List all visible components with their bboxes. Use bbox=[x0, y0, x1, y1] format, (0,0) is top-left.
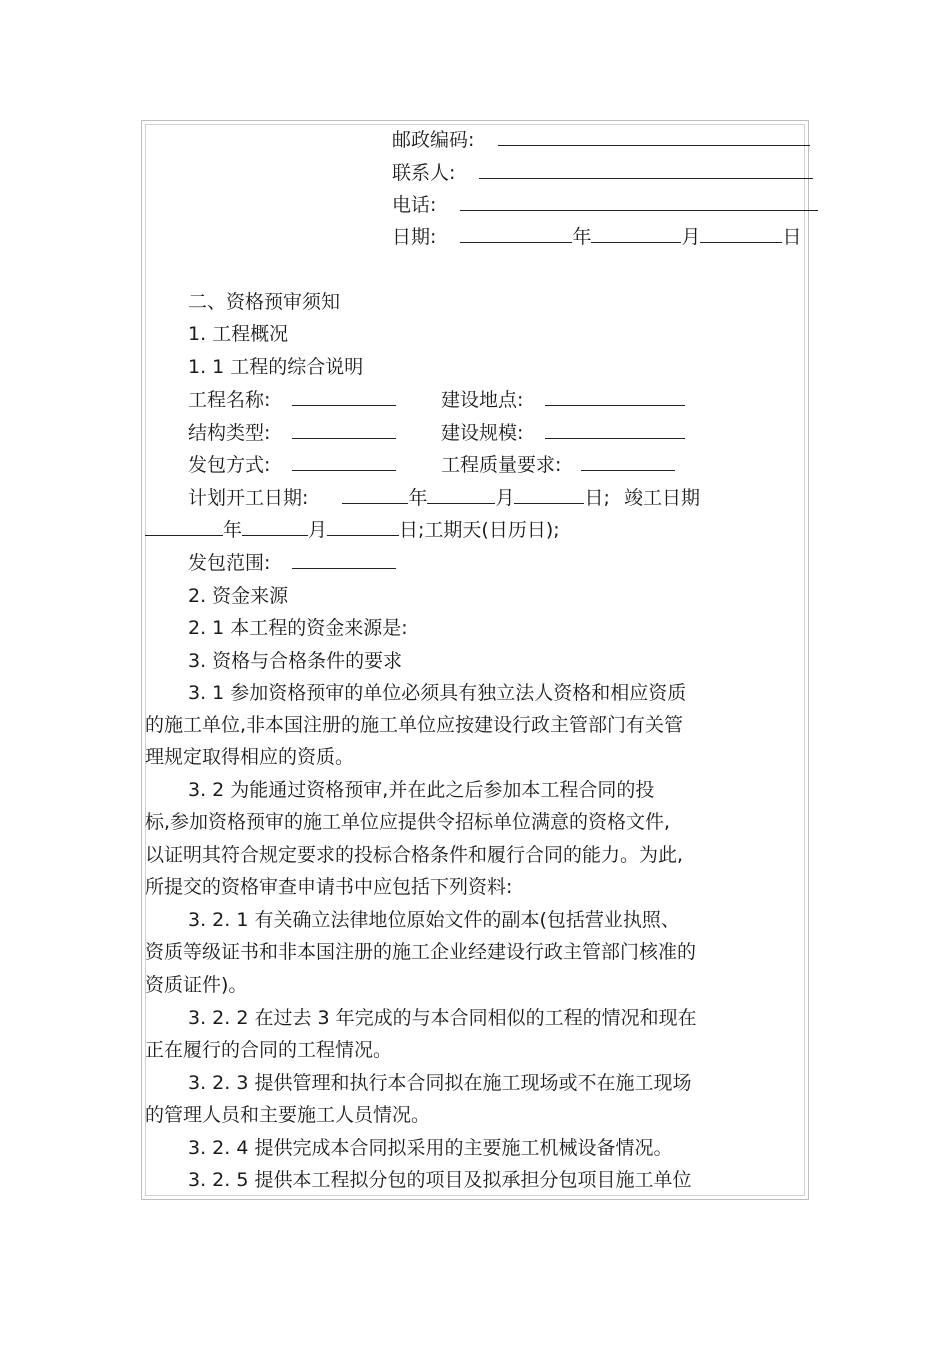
contract-method-row bbox=[188, 452, 396, 478]
scope-blank[interactable] bbox=[292, 550, 396, 569]
section-title: 二、资格预审须知 bbox=[188, 291, 341, 313]
structure-type-blank[interactable] bbox=[292, 420, 396, 439]
build-location-row bbox=[441, 387, 685, 413]
contract-method-label: 发包方式: bbox=[188, 454, 271, 476]
heading-1-1: 1. 1 工程的综合说明 bbox=[188, 356, 364, 378]
para-3-2-4-line-1: 3. 2. 4 提供完成本合同拟采用的主要施工机械设备情况。 bbox=[188, 1137, 673, 1159]
para-3-1-line-3: 理规定取得相应的资质。 bbox=[145, 746, 355, 768]
phone-blank[interactable] bbox=[460, 192, 818, 211]
contact-person-label: 联系人: bbox=[392, 162, 456, 184]
para-3-2-3-line-2: 的管理人员和主要施工人员情况。 bbox=[145, 1104, 431, 1126]
para-3-2-1-line-2: 资质等级证书和非本国注册的施工企业经建设行政主管部门核准的 bbox=[145, 941, 697, 963]
contract-method-blank[interactable] bbox=[292, 452, 396, 471]
date-day-blank[interactable] bbox=[700, 224, 782, 243]
quality-req-blank[interactable] bbox=[581, 452, 675, 471]
completion-month-unit: 月 bbox=[308, 519, 328, 541]
heading-2: 2. 资金来源 bbox=[188, 585, 289, 607]
para-3-2-2-line-1: 3. 2. 2 在过去 3 年完成的与本合同相似的工程的情况和现在 bbox=[188, 1007, 697, 1029]
build-location-label: 建设地点: bbox=[441, 389, 524, 411]
completion-year-blank[interactable] bbox=[145, 517, 223, 536]
contact-person-blank[interactable] bbox=[479, 160, 813, 179]
para-3-2-line-1: 3. 2 为能通过资格预审,并在此之后参加本工程合同的投 bbox=[188, 779, 655, 801]
completion-month-blank[interactable] bbox=[242, 517, 308, 536]
project-name-row bbox=[188, 387, 396, 413]
date-month-unit: 月 bbox=[681, 226, 701, 248]
completion-day-blank[interactable] bbox=[327, 517, 399, 536]
start-date-label: 计划开工日期: bbox=[188, 487, 309, 509]
para-3-2-1-line-3: 资质证件)。 bbox=[145, 974, 248, 996]
start-month-blank[interactable] bbox=[427, 485, 495, 504]
build-location-blank[interactable] bbox=[545, 387, 685, 406]
completion-date-row bbox=[145, 517, 560, 543]
para-3-1-line-1: 3. 1 参加资格预审的单位必须具有独立法人资格和相应资质 bbox=[188, 682, 687, 704]
heading-2-1: 2. 1 本工程的资金来源是: bbox=[188, 617, 408, 639]
build-scale-label: 建设规模: bbox=[441, 422, 524, 444]
date-month-blank[interactable] bbox=[591, 224, 681, 243]
project-name-label: 工程名称: bbox=[188, 389, 271, 411]
start-month-unit: 月 bbox=[495, 487, 515, 509]
contact-person-row bbox=[392, 160, 813, 186]
heading-1: 1. 工程概况 bbox=[188, 323, 289, 345]
scope-row bbox=[188, 550, 396, 576]
start-day-blank[interactable] bbox=[514, 485, 584, 504]
build-scale-blank[interactable] bbox=[545, 420, 685, 439]
duration-text: 日;工期天(日历日); bbox=[399, 519, 560, 541]
structure-type-row bbox=[188, 420, 396, 446]
postal-code-blank[interactable] bbox=[498, 127, 810, 146]
date-day-unit: 日 bbox=[782, 226, 802, 248]
project-name-blank[interactable] bbox=[292, 387, 396, 406]
postal-code-label: 邮政编码: bbox=[392, 129, 475, 151]
para-3-2-3-line-1: 3. 2. 3 提供管理和执行本合同拟在施工现场或不在施工现场 bbox=[188, 1072, 692, 1094]
para-3-2-line-3: 以证明其符合规定要求的投标合格条件和履行合同的能力。为此, bbox=[145, 844, 684, 866]
completion-year-unit: 年 bbox=[223, 519, 243, 541]
completion-date-label: 竣工日期 bbox=[623, 487, 700, 509]
para-3-2-line-4: 所提交的资格审查申请书中应包括下列资料: bbox=[145, 876, 513, 898]
para-3-2-1-line-1: 3. 2. 1 有关确立法律地位原始文件的副本(包括营业执照、 bbox=[188, 909, 680, 931]
date-label: 日期: bbox=[392, 226, 437, 248]
phone-label: 电话: bbox=[392, 194, 437, 216]
para-3-2-2-line-2: 正在履行的合同的工程情况。 bbox=[145, 1039, 393, 1061]
quality-req-label: 工程质量要求: bbox=[441, 454, 562, 476]
quality-req-row bbox=[441, 452, 675, 478]
build-scale-row bbox=[441, 420, 685, 446]
start-year-blank[interactable] bbox=[342, 485, 408, 504]
para-3-2-5-line-1: 3. 2. 5 提供本工程拟分包的项目及拟承担分包项目施工单位 bbox=[188, 1169, 692, 1191]
para-3-2-line-2: 标,参加资格预审的施工单位应提供令招标单位满意的资格文件, bbox=[145, 811, 671, 833]
heading-3: 3. 资格与合格条件的要求 bbox=[188, 650, 403, 672]
start-date-row bbox=[188, 485, 700, 511]
structure-type-label: 结构类型: bbox=[188, 422, 271, 444]
date-year-blank[interactable] bbox=[460, 224, 572, 243]
date-year-unit: 年 bbox=[572, 226, 592, 248]
para-3-1-line-2: 的施工单位,非本国注册的施工单位应按建设行政主管部门有关管 bbox=[145, 714, 684, 736]
date-row bbox=[392, 224, 802, 250]
start-day-unit: 日; bbox=[584, 487, 610, 509]
start-year-unit: 年 bbox=[408, 487, 428, 509]
phone-row bbox=[392, 192, 818, 218]
postal-code-row bbox=[392, 127, 810, 153]
scope-label: 发包范围: bbox=[188, 552, 271, 574]
